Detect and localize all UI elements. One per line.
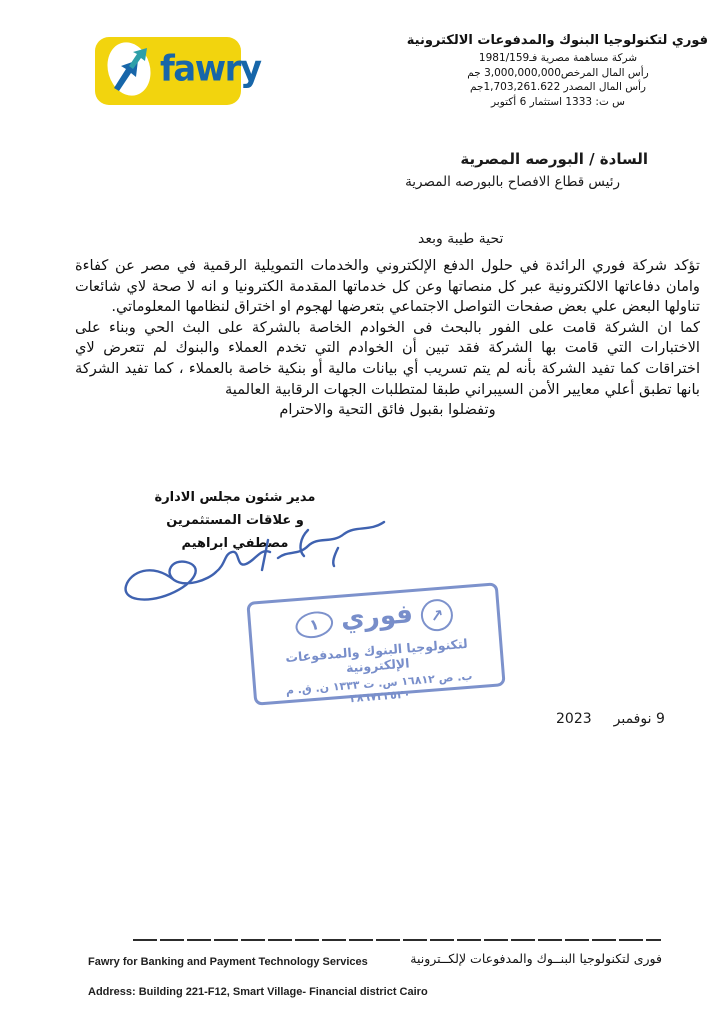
fawry-arrows-icon (102, 38, 156, 104)
stamp-registration-line: ب. ص ١٦٨١٢ س. ت ١٣٣٣ ن. ق. م ٣٨٦٧٢٢٥٢٠ (285, 669, 473, 706)
body-paragraph-2: كما ان الشركة قامت على الفور بالبحث فى الخوادم الخاصة بالشركة على البث الحي وبناء على الاختبارات التي قامت بها الشركة فقد تبين أن الخوادم التي تخدم العملاء والبنوك لم تتعرض لاي اختراقات كما تفيد الشركة بأنه لم يتم تسريب أي بيانات مالية أو بنكية خاصة بالعملاء ، كما تفيد الشركة بانها تطبق أعلي معايير الأمن السيبراني طبقا لمتطلبات الجهات الرقابية العالمية (75, 318, 700, 398)
letterhead-registration: شركة مساهمة مصرية فـ1981/159 (478, 52, 638, 64)
stamp-company-line: لتكنولوجيا البنوك والمدفوعات الإلكترونية (284, 635, 469, 676)
letterhead (408, 33, 708, 109)
greeting-line: تحية طيبة وبعد (418, 231, 504, 247)
stamp-arrow-icon: ↗ (418, 596, 455, 633)
signer-name: مصطفي ابراهيم (181, 536, 289, 551)
closing-salutation: وتفضلوا بقبول فائق التحية والاحترام (279, 401, 496, 419)
letterhead-issued-capital: رأس المال المصدر 1,703,261.622جم (469, 81, 647, 93)
stamp-brand: فوري (339, 599, 415, 635)
fawry-logo (95, 37, 261, 105)
letterhead-authorized-capital: رأس المال المرخص3,000,000,000 جم (467, 66, 649, 79)
footer-divider (133, 939, 661, 941)
addressee-attention: رئيس قطاع الافصاح بالبورصه المصرية (405, 174, 620, 190)
body-paragraph-1: تؤكد شركة فوري الرائدة في حلول الدفع الإلكتروني والخدمات التمويلية الرقمية في مصر عن كفاءة وامان دفاعاتها الالكترونية عبر كل منصاتها وعن كل خدماتها المقدمة الكترونيا و انه لا صحة لاي شائعات تناولها البعض علي بعض صفحات التواصل الاجتماعي بتعرضها لهجوم او اختراق لنظامها المعلوماتي. (75, 257, 700, 316)
addressee-block (405, 150, 648, 190)
stamp-number-oval: ١ (293, 608, 336, 642)
addressee-to: السادة / البورصه المصرية (460, 150, 648, 168)
letterhead-commercial-register: س ت: 1333 استثمار 6 أكتوبر (491, 95, 625, 108)
letter-date (556, 711, 665, 727)
fawry-wordmark: fawry (160, 47, 261, 90)
company-title-ar: فوري لتكنولوجيا البنوك والمدفوعات الالكترونية (406, 33, 708, 48)
footer-company-ar: فورى لتكنولوجيا البنــوك والمدفوعات لإلكــترونية (410, 951, 662, 966)
footer-address: Address: Building 221-F12, Smart Village- Financial district Cairo (88, 986, 428, 998)
date-year: 2023 (556, 711, 592, 727)
letter-body (75, 256, 700, 421)
date-day-month: 9 نوفمبر (613, 711, 665, 727)
footer-company-en: Fawry for Banking and Payment Technology Services (88, 956, 368, 968)
handwritten-signature-icon (112, 510, 402, 614)
signer-title-line2: و علاقات المستثمرين (166, 513, 304, 528)
signer-title-line1: مدير شئون مجلس الادارة (154, 490, 316, 505)
